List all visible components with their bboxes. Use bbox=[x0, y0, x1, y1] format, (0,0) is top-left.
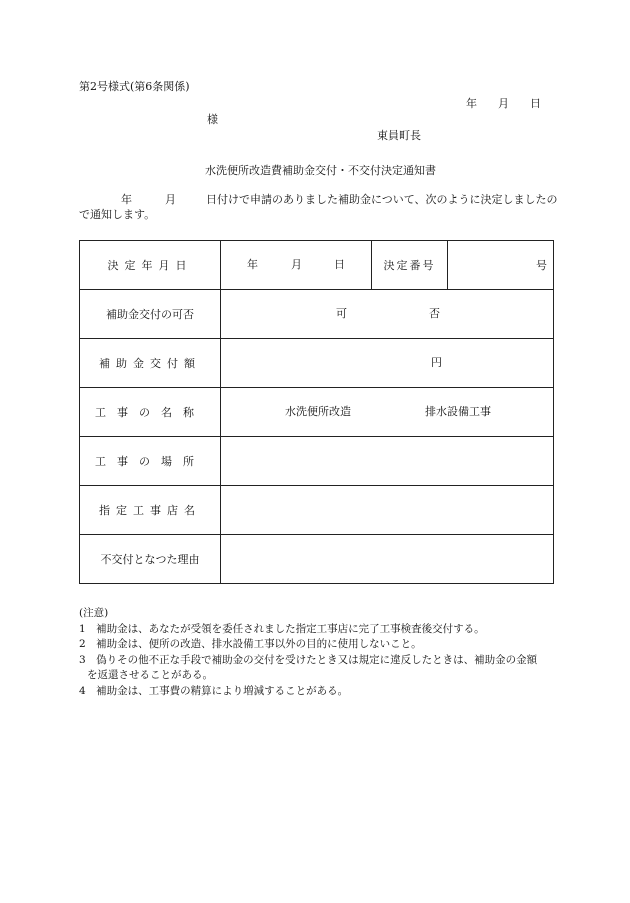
addressee-suffix: 様 bbox=[207, 113, 218, 126]
decision-date-year: 年 bbox=[247, 258, 258, 271]
note-item: 1 補助金は、あなたが受領を委任されました指定工事店に完了工事検査後交付する。 bbox=[79, 622, 485, 635]
date-month-unit: 月 bbox=[498, 97, 509, 110]
rejection-reason-value[interactable] bbox=[221, 535, 554, 584]
approval-yes[interactable]: 可 bbox=[336, 307, 347, 320]
intro-line1: 日付けで申請のありました補助金について、次のように決定しましたの bbox=[206, 193, 558, 206]
document-title: 水洗便所改造費補助金交付・不交付決定通知書 bbox=[205, 164, 436, 177]
amount-unit: 円 bbox=[431, 356, 442, 369]
date-year-unit: 年 bbox=[466, 97, 477, 110]
table-row bbox=[80, 437, 554, 486]
amount-value[interactable] bbox=[221, 339, 554, 388]
date-day-unit: 日 bbox=[530, 97, 541, 110]
table-row bbox=[80, 241, 554, 290]
intro-line2: で通知します。 bbox=[79, 208, 156, 221]
intro-year: 年 bbox=[121, 193, 132, 206]
contractor-label: 指定工事店名 bbox=[80, 486, 221, 535]
note-item: 3 偽りその他不正な手段で補助金の交付を受けたとき又は規定に違反したときは、補助金の金額 bbox=[79, 653, 538, 666]
contractor-value[interactable] bbox=[221, 486, 554, 535]
amount-label: 補助金交付額 bbox=[80, 339, 221, 388]
table-row bbox=[80, 339, 554, 388]
decision-table bbox=[79, 240, 554, 584]
rejection-reason-label: 不交付となつた理由 bbox=[80, 535, 221, 584]
decision-number-unit: 号 bbox=[536, 259, 547, 272]
approval-label: 補助金交付の可否 bbox=[80, 290, 221, 339]
decision-number-label: 決定番号 bbox=[372, 241, 448, 290]
decision-date-value[interactable] bbox=[221, 241, 372, 290]
approval-value[interactable] bbox=[221, 290, 554, 339]
work-name-value[interactable] bbox=[221, 388, 554, 437]
decision-date-month: 月 bbox=[291, 258, 302, 271]
work-name-option-1[interactable]: 水洗便所改造 bbox=[285, 405, 351, 418]
decision-date-day: 日 bbox=[334, 258, 345, 271]
table-row bbox=[80, 535, 554, 584]
intro-month: 月 bbox=[165, 193, 176, 206]
approval-no[interactable]: 否 bbox=[429, 307, 440, 320]
work-name-option-2[interactable]: 排水設備工事 bbox=[425, 405, 491, 418]
work-place-label: 工事の場所 bbox=[80, 437, 221, 486]
table-row bbox=[80, 486, 554, 535]
table-row bbox=[80, 290, 554, 339]
issuer: 東員町長 bbox=[377, 129, 421, 142]
note-item: 4 補助金は、工事費の精算により増減することがある。 bbox=[79, 684, 349, 697]
decision-date-label: 決定年月日 bbox=[80, 241, 221, 290]
decision-number-value[interactable] bbox=[448, 241, 554, 290]
note-item: 2 補助金は、便所の改造、排水設備工事以外の目的に使用しないこと。 bbox=[79, 638, 422, 650]
form-number: 第2号様式(第6条関係) bbox=[79, 80, 190, 93]
note-item-continuation: を返還させることがある。 bbox=[87, 669, 213, 681]
work-place-value[interactable] bbox=[221, 437, 554, 486]
notes bbox=[79, 606, 559, 699]
notes-heading: (注意) bbox=[79, 607, 109, 619]
table-row bbox=[80, 388, 554, 437]
work-name-label: 工事の名称 bbox=[80, 388, 221, 437]
